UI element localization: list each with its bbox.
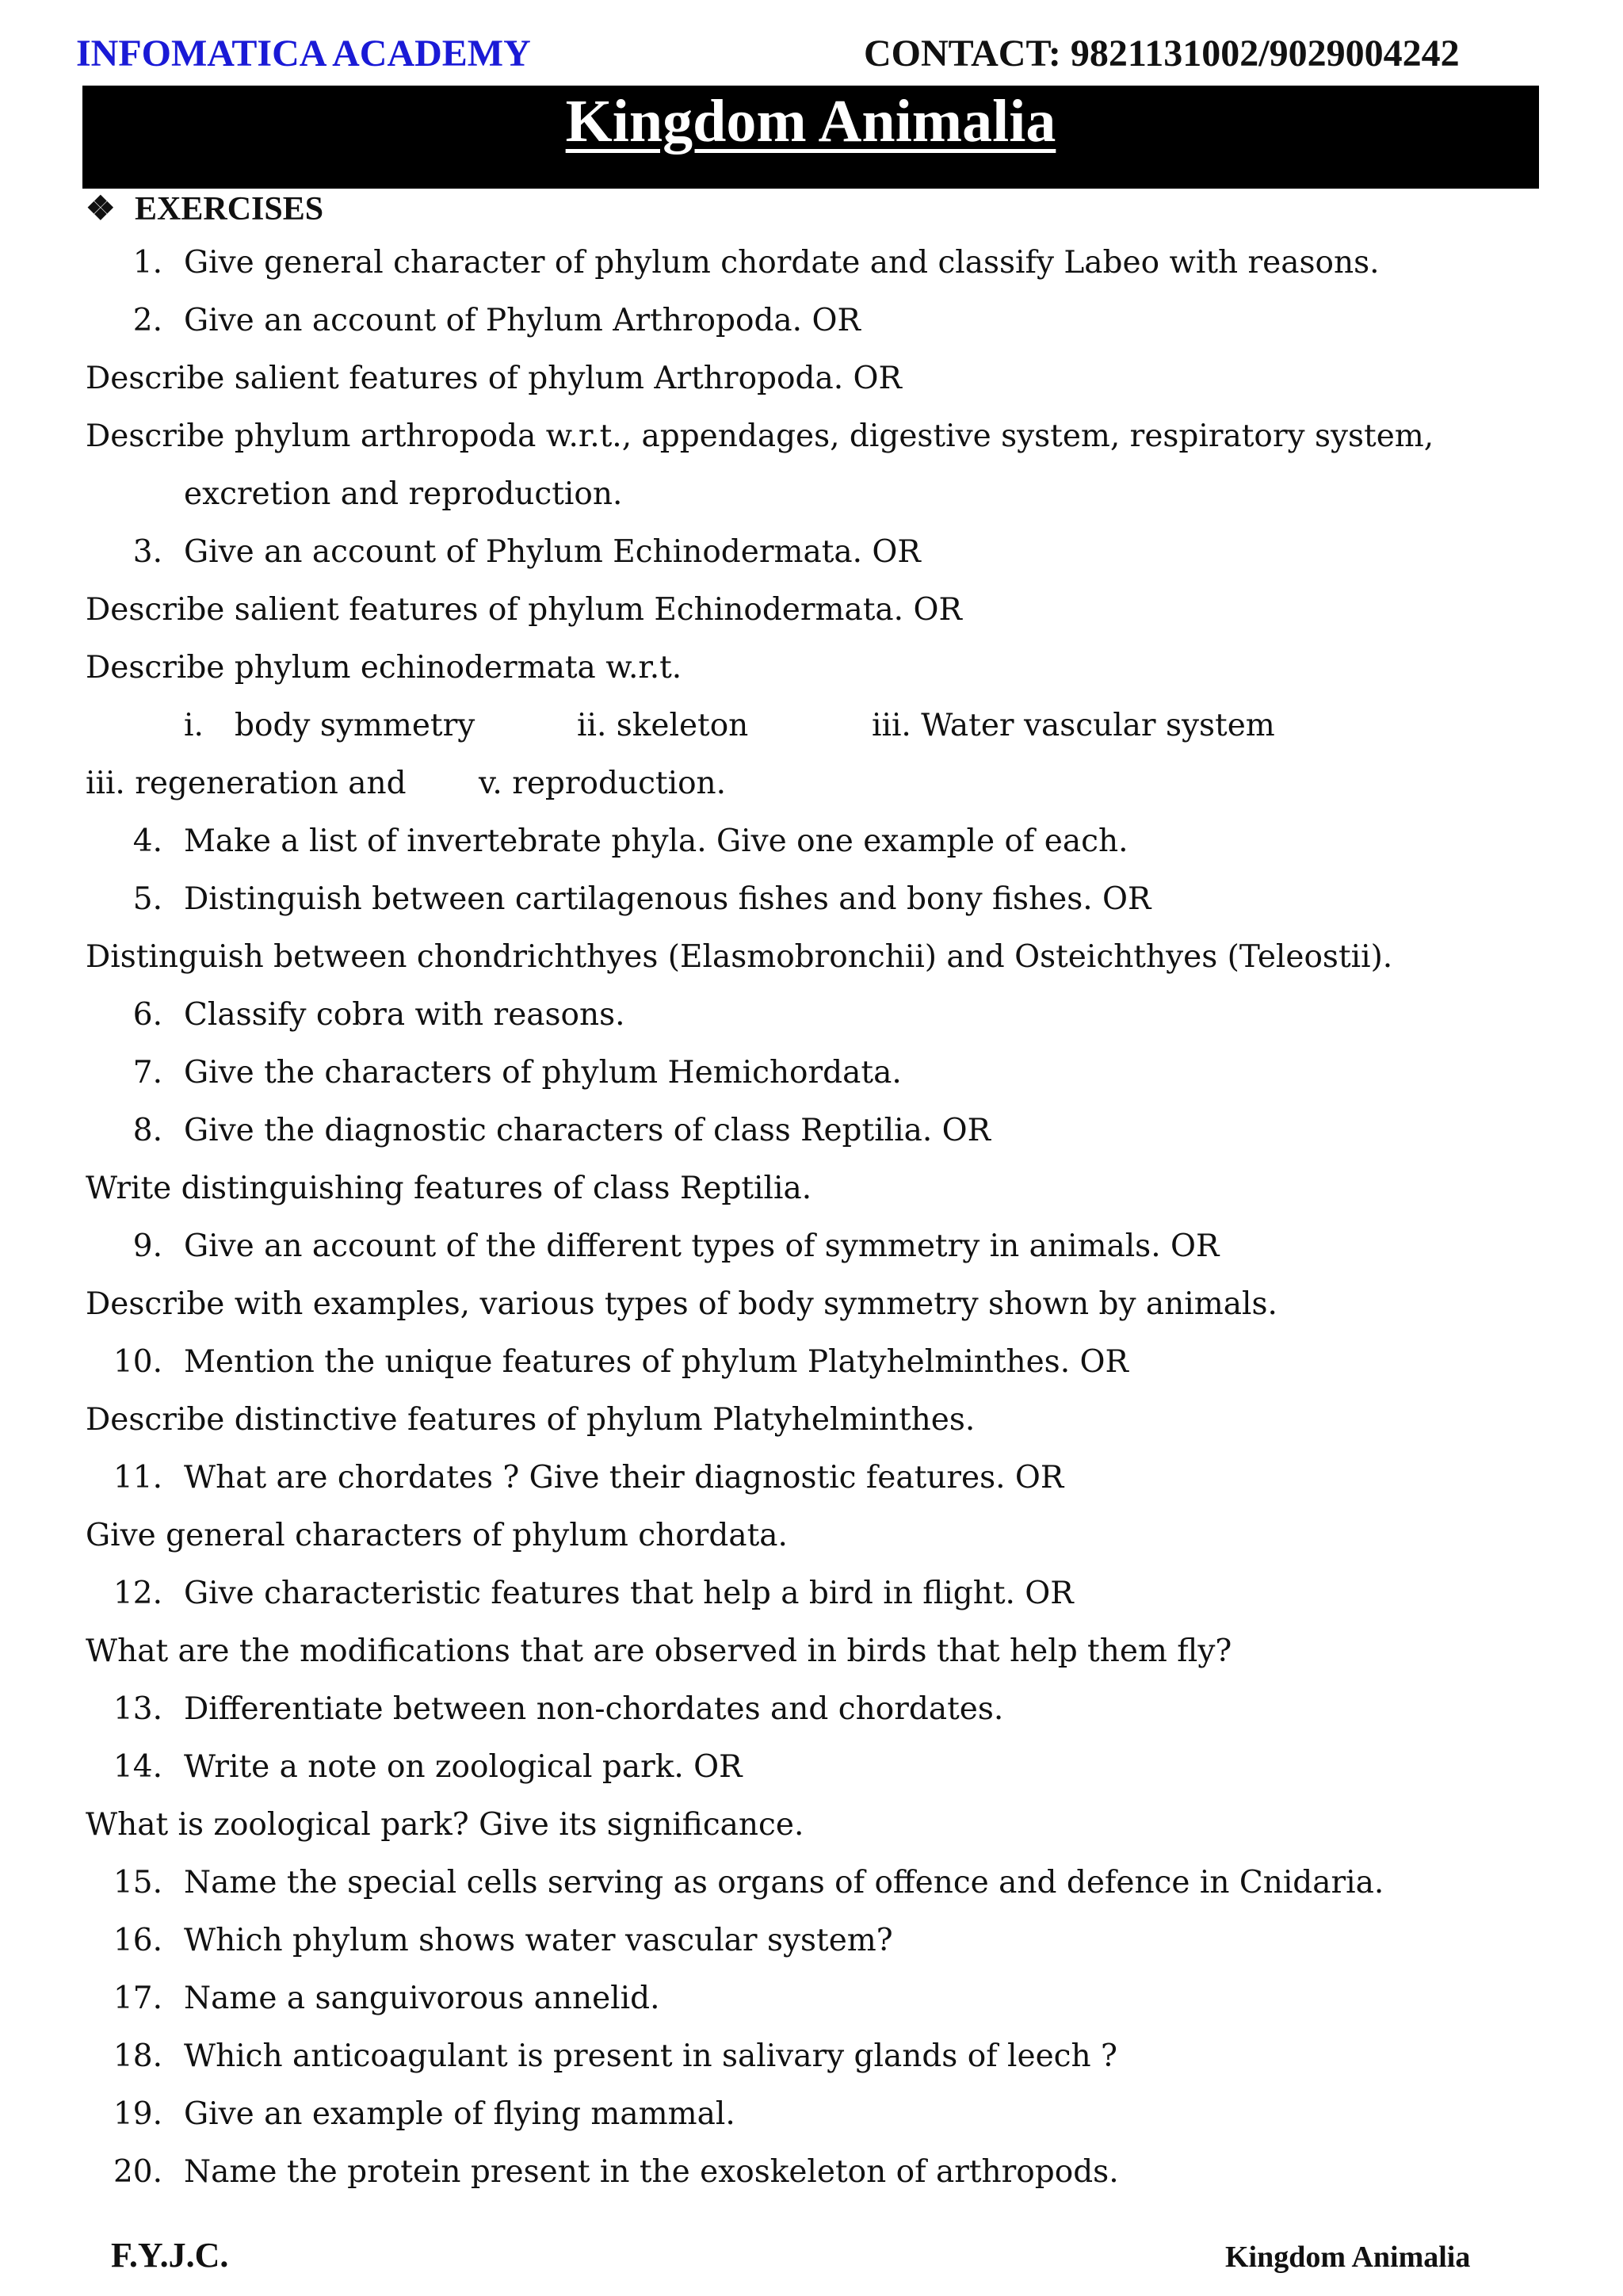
alt-question-line: Distinguish between chondrichthyes (Elasmobronchii) and Osteichthyes (Teleostii).: [86, 939, 1393, 975]
sub-point-label: i.: [184, 708, 204, 743]
item-text: Give the diagnostic characters of class Reptilia. OR: [184, 1113, 991, 1148]
item-text: Distinguish between cartilagenous fishes and bony fishes. OR: [184, 881, 1151, 917]
item-number: 15.: [113, 1865, 162, 1901]
item-text: Make a list of invertebrate phyla. Give one example of each.: [184, 823, 1128, 859]
alt-question-line: Describe distinctive features of phylum Platyhelminthes.: [86, 1402, 976, 1438]
academy-name: INFOMATICA ACADEMY: [76, 32, 531, 74]
sub-point: v. reproduction.: [479, 766, 727, 801]
item-text: Write a note on zoological park. OR: [184, 1749, 743, 1785]
item-text: Give the characters of phylum Hemichordata.: [184, 1055, 902, 1091]
item-number: 12.: [113, 1576, 162, 1611]
page-title: Kingdom Animalia: [565, 88, 1056, 155]
exercises-heading: [86, 189, 323, 228]
item-number: 9.: [132, 1228, 162, 1264]
alt-question-line: Describe salient features of phylum Arthropoda. OR: [86, 361, 902, 396]
exercises-heading-text: EXERCISES: [135, 191, 324, 227]
item-text: Classify cobra with reasons.: [184, 997, 625, 1033]
alt-question-line: What are the modifications that are observed in birds that help them fly?: [86, 1633, 1232, 1669]
item-text: Give an account of the different types of symmetry in animals. OR: [184, 1228, 1220, 1264]
title-banner: [82, 86, 1539, 189]
alt-question-line: Describe with examples, various types of body symmetry shown by animals.: [86, 1286, 1277, 1322]
sub-point: body symmetry: [235, 708, 475, 743]
item-number: 8.: [132, 1113, 162, 1148]
item-number: 7.: [132, 1055, 162, 1091]
item-number: 16.: [113, 1923, 162, 1958]
item-number: 2.: [132, 303, 162, 338]
sub-point: iii. Water vascular system: [872, 708, 1275, 743]
item-number: 10.: [113, 1344, 162, 1380]
item-text: Give characteristic features that help a bird in flight. OR: [184, 1576, 1074, 1611]
alt-question-line: Describe phylum arthropoda w.r.t., appendages, digestive system, respiratory system,: [86, 418, 1434, 454]
item-text: Give an account of Phylum Arthropoda. OR: [184, 303, 861, 338]
item-number: 11.: [113, 1460, 162, 1496]
item-text: Which phylum shows water vascular system?: [184, 1923, 893, 1958]
item-number: 14.: [113, 1749, 162, 1785]
item-text: Name the protein present in the exoskeleton of arthropods.: [184, 2154, 1119, 2190]
item-text: Which anticoagulant is present in salivary glands of leech ?: [184, 2038, 1117, 2074]
item-text: Give an example of flying mammal.: [184, 2096, 735, 2132]
item-text: Name the special cells serving as organs of offence and defence in Cnidaria.: [184, 1865, 1384, 1901]
alt-question-line: Describe salient features of phylum Echinodermata. OR: [86, 592, 962, 628]
item-text: Mention the unique features of phylum Platyhelminthes. OR: [184, 1344, 1128, 1380]
footer-chapter-title: Kingdom Animalia: [1225, 2241, 1471, 2274]
alt-question-continuation: excretion and reproduction.: [184, 476, 623, 512]
item-number: 20.: [113, 2154, 162, 2190]
item-number: 5.: [132, 881, 162, 917]
alt-question-line: What is zoological park? Give its significance.: [86, 1807, 804, 1843]
item-number: 3.: [132, 534, 162, 570]
item-text: Give an account of Phylum Echinodermata. OR: [184, 534, 921, 570]
item-number: 17.: [113, 1981, 162, 2016]
item-text: What are chordates ? Give their diagnostic features. OR: [184, 1460, 1064, 1496]
item-text: Give general character of phylum chordate and classify Labeo with reasons.: [184, 245, 1380, 281]
item-number: 18.: [113, 2038, 162, 2074]
sub-point: ii. skeleton: [577, 708, 749, 743]
sub-point: iii. regeneration and: [86, 766, 407, 801]
item-number: 13.: [113, 1691, 162, 1727]
item-number: 19.: [113, 2096, 162, 2132]
contact-info: CONTACT: 9821131002/9029004242: [864, 32, 1460, 74]
item-number: 4.: [132, 823, 162, 859]
alt-question-line: Describe phylum echinodermata w.r.t.: [86, 650, 682, 686]
item-number: 6.: [132, 997, 162, 1033]
item-text: Name a sanguivorous annelid.: [184, 1981, 660, 2016]
item-text: Differentiate between non-chordates and chordates.: [184, 1691, 1004, 1727]
alt-question-line: Give general characters of phylum chordata.: [86, 1518, 788, 1553]
diamond-bullet-icon: ❖: [86, 191, 116, 227]
alt-question-line: Write distinguishing features of class Reptilia.: [86, 1171, 812, 1206]
item-number: 1.: [132, 245, 162, 281]
footer-class-label: F.Y.J.C.: [111, 2236, 229, 2275]
